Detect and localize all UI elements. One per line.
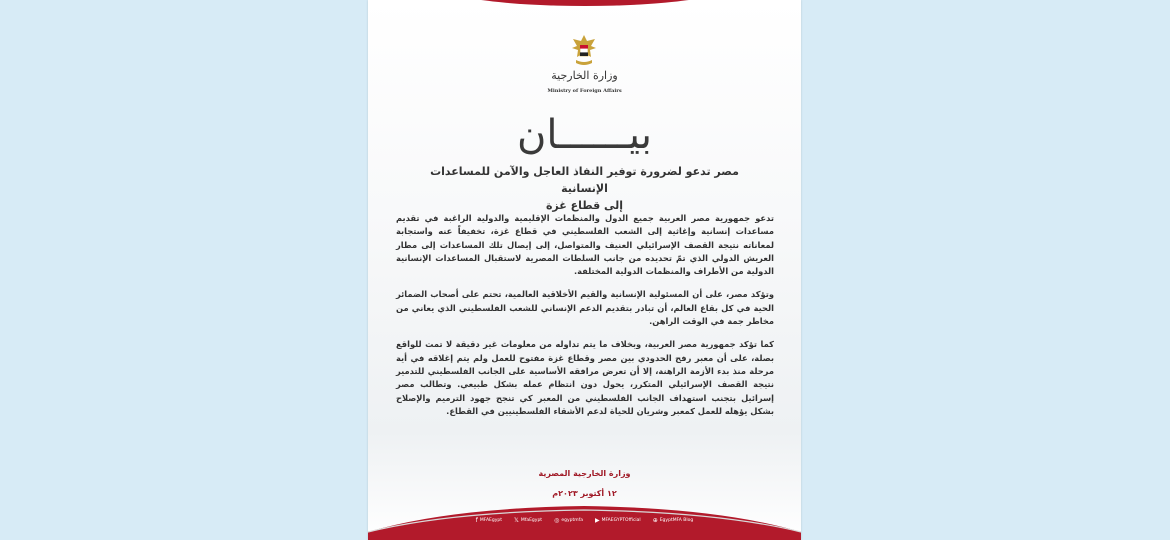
social-label: MFAEGYPTOfficial <box>601 518 641 523</box>
social-link-x[interactable] <box>514 517 542 524</box>
statement-document <box>368 0 801 540</box>
x-icon: 𝕏 <box>514 517 519 524</box>
facebook-icon: f <box>475 517 478 524</box>
youtube-icon: ▶ <box>594 517 600 524</box>
paragraph-3: كما تؤكد جمهورية مصر العربية، وبخلاف ما يتم تداوله من معلومات غير دقيقة لا تمت للواقع بصلة، على أن معبر رفح الحدودي بين مصر وقطاع غزة مفتوح للعمل ولم يتم إغلاقه في أية مرحلة منذ بدء الأزمة الراهنة، إلا أن تعرض مرافقه الأساسية على الجانب الفلسطيني للتدمير نتيجة القصف الإسرائيلي المتكرر، يحول دون انتظام عمله بشكل طبيعي. وتطالب مصر إسرائيل بتجنب استهداف الجانب الفلسطيني من المعبر كي تنجح جهود الترميم والإصلاح بشكل يؤهله للعمل كمعبر وشريان للحياة لدعم الأشقاء الفلسطينيين في القطاع. <box>396 339 774 416</box>
social-label: MFAEgypt <box>479 518 503 523</box>
instagram-icon: ◎ <box>554 517 560 524</box>
statement-headline: بيــــــان <box>516 112 653 158</box>
social-label: egyptmfa <box>561 518 583 523</box>
statement-date: ١٢ أكتوبر ٢٠٢٣م <box>552 489 617 498</box>
subtitle-line-1: مصر تدعو لضرورة توفير النفاذ العاجل والآمن للمساعدات الإنسانية <box>430 165 739 195</box>
social-link-facebook[interactable] <box>476 517 502 524</box>
ministry-logo-english: Ministry of Foreign Affairs <box>547 88 622 94</box>
social-link-youtube[interactable] <box>595 517 641 524</box>
globe-icon: ⊕ <box>652 517 658 524</box>
social-link-instagram[interactable] <box>554 517 583 524</box>
statement-subtitle <box>408 163 761 214</box>
signature: وزارة الخارجية المصرية <box>538 469 631 478</box>
social-label: EgyptMFA Blog <box>659 518 694 523</box>
top-decorative-arc <box>440 0 730 6</box>
eagle-crest-icon <box>569 33 599 67</box>
ministry-logo-arabic: وزارة الخارجية <box>551 69 618 82</box>
social-link-blog[interactable] <box>653 517 694 524</box>
paragraph-2: وتؤكد مصر، على أن المسئولية الإنسانية والقيم الأخلاقية العالمية، تحتم على أصحاب الضمائر الحية في كل بقاع العالم، أن تبادر بتقديم الدعم الإنساني للشعب الفلسطيني الذي يعاني من مخاطر جمة في الوقت الراهن. <box>396 289 774 327</box>
social-links <box>368 517 801 524</box>
social-label: MfaEgypt <box>520 518 543 523</box>
paragraph-1: تدعو جمهورية مصر العربية جميع الدول والمنظمات الإقليمية والدولية الراغبة في تقديم مساعدات إنسانية وإغاثية إلى الشعب الفلسطيني في قطاع غزة، تخفيفاً عنه واستجابة لمعاناته نتيجة القصف الإسرائيلي العنيف والمتواصل، إلى إيصال تلك المساعدات إلى مطار العريش الدولي الذي تمّ تحديده من جانب السلطات المصرية لاستقبال المساعدات الإنسانية الدولية من الأطراف والمنظمات الدولية المختلفة. <box>396 213 774 277</box>
subtitle-line-2: إلى قطاع غزة <box>545 199 624 212</box>
statement-body <box>396 212 774 428</box>
